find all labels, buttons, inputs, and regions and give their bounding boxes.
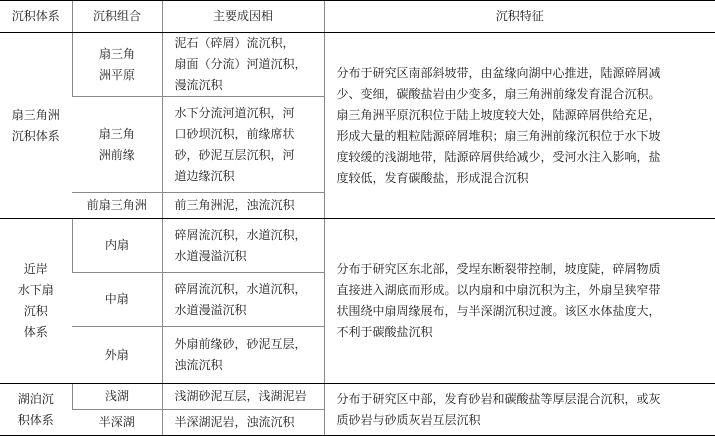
combination-cell: 扇三角 洲平原 (72, 33, 162, 97)
cause-facies-cell: 水下分流河道沉积，河 口砂坝沉积，前缘席状 砂，砂泥互层沉积，河 道边缘沉积 (162, 97, 324, 193)
cause-facies-cell: 半深湖泥岩，浊流沉积 (162, 410, 324, 436)
cause-facies-cell: 泥石（碎屑）流沉积， 扇面（分流）河道沉积， 漫流沉积 (162, 33, 324, 97)
features-cell-nearshore-subaqueous-fan: 分布于研究区东北部，受埕东断裂带控制，坡度陡，碎屑物质 直接进入湖底而形成。以内扇和中扇沉积为主，外扇呈狭窄带 状围绕中扇周缘展布，与半深湖沉积过渡。该区水体盐度大， 不利于碳酸盐沉积 (324, 219, 715, 384)
cause-facies-cell: 碎屑流沉积，水道沉积， 水道漫溢沉积 (162, 219, 324, 273)
table-row (0, 33, 715, 97)
combination-cell: 浅湖 (72, 384, 162, 410)
combination-cell: 前扇三角洲 (72, 193, 162, 219)
features-cell-fan-delta: 分布于研究区南部斜坡带，由盆缘向湖中心推进，陆源碎屑减 少、变细，碳酸盐岩由少变多，扇三角洲前缘发育混合沉积。 扇三角洲平原沉积位于陆上坡度较大处，陆源碎屑供给充足， 形成大量的粗粒陆源碎屑堆积；扇三角洲前缘沉积位于水下坡 度较缓的浅湖地带，陆源碎屑供给减少，受河水注入影响，盐 度较低，发育碳酸盐，形成混合沉积 (324, 33, 715, 219)
combination-cell: 扇三角 洲前缘 (72, 97, 162, 193)
cause-facies-cell: 浅湖砂泥互层，浅湖泥岩 (162, 384, 324, 410)
header-row (0, 1, 715, 33)
cause-facies-cell: 前三角洲泥，浊流沉积 (162, 193, 324, 219)
combination-cell: 内扇 (72, 219, 162, 273)
header-cause-facies: 主要成因相 (162, 1, 324, 33)
cause-facies-cell: 外扇前缘砂，砂泥互层， 浊流沉积 (162, 327, 324, 384)
combination-cell: 半深湖 (72, 410, 162, 436)
system-cell-nearshore-subaqueous-fan: 近岸 水下扇 沉积 体系 (0, 219, 72, 384)
header-combination: 沉积组合 (72, 1, 162, 33)
header-system: 沉积体系 (0, 1, 72, 33)
combination-cell: 中扇 (72, 273, 162, 327)
table-row (0, 384, 715, 410)
table-row (0, 219, 715, 273)
header-features: 沉积特征 (324, 1, 715, 33)
combination-cell: 外扇 (72, 327, 162, 384)
features-cell-lacustrine: 分布于研究区中部，发育砂岩和碳酸盐等厚层混合沉积，或灰 质砂岩与砂质灰岩互层沉积 (324, 384, 715, 436)
system-cell-fan-delta: 扇三角洲 沉积体系 (0, 33, 72, 219)
system-cell-lacustrine: 湖泊沉 积体系 (0, 384, 72, 436)
cause-facies-cell: 碎屑流沉积，水道沉积， 水道漫溢沉积 (162, 273, 324, 327)
